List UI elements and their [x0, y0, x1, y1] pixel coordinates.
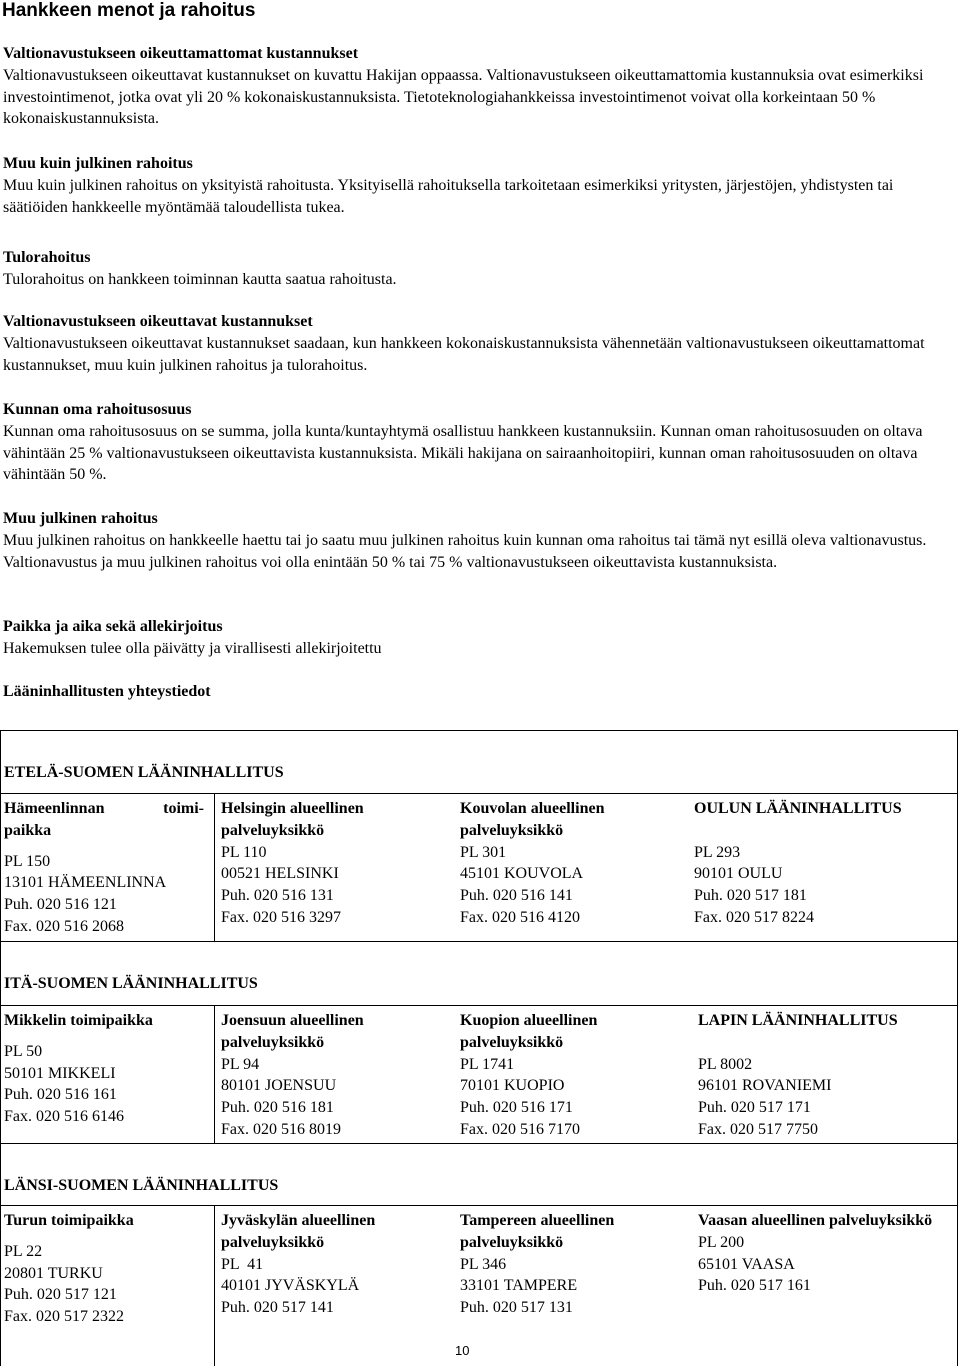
- office-po-box: PL 346: [460, 1255, 507, 1273]
- table-divider: [0, 1143, 957, 1144]
- office-phone: Puh. 020 517 121: [4, 1286, 117, 1304]
- office-fax: Fax. 020 517 2322: [4, 1308, 124, 1326]
- office-po-box: PL 1741: [460, 1055, 515, 1073]
- office-cell: [221, 1010, 446, 1141]
- office-city: 13101 HÄMEENLINNA: [4, 874, 167, 892]
- contacts-heading-block: [3, 681, 940, 703]
- table-divider: [214, 793, 215, 941]
- page-number: 10: [455, 1343, 470, 1358]
- office-name: Kouvolan alueellinen palveluyksikkö: [460, 800, 605, 839]
- office-name: Helsingin alueellinen palveluyksikkö: [221, 800, 364, 839]
- section-title: Valtionavustukseen oikeuttavat kustannukset: [3, 313, 313, 330]
- section-title: Kunnan oma rahoitusosuus: [3, 401, 192, 418]
- table-border: [0, 730, 1, 1366]
- office-phone: Puh. 020 516 171: [460, 1099, 573, 1117]
- table-divider: [214, 1005, 215, 1143]
- office-po-box: PL 150: [4, 852, 51, 870]
- table-divider: [0, 793, 957, 794]
- office-fax: Fax. 020 516 8019: [221, 1120, 341, 1138]
- office-city: 40101 JYVÄSKYLÄ: [221, 1277, 360, 1295]
- office-city: 65101 VAASA: [698, 1255, 795, 1273]
- office-phone: Puh. 020 517 171: [698, 1099, 811, 1117]
- office-cell: [4, 1210, 204, 1328]
- office-name: Mikkelin toimipaikka: [4, 1012, 153, 1029]
- office-phone: Puh. 020 517 141: [221, 1299, 334, 1317]
- table-divider: [0, 1205, 957, 1206]
- office-name: Hämeenlinnan toimi-: [4, 800, 204, 817]
- section-title: Muu kuin julkinen rahoitus: [3, 155, 193, 172]
- office-name: Turun toimipaikka: [4, 1212, 134, 1229]
- office-fax: Fax. 020 517 8224: [694, 908, 814, 926]
- office-city: 33101 TAMPERE: [460, 1277, 578, 1295]
- section-title: Paikka ja aika sekä allekirjoitus: [3, 618, 223, 635]
- section-title: Muu julkinen rahoitus: [3, 510, 158, 527]
- office-city: 80101 JOENSUU: [221, 1077, 337, 1095]
- office-cell: [221, 1210, 446, 1319]
- office-city: 45101 KOUVOLA: [460, 865, 584, 883]
- office-po-box: PL 94: [221, 1055, 260, 1073]
- region-heading-west: LÄNSI-SUOMEN LÄÄNINHALLITUS: [4, 1177, 279, 1194]
- office-po-box: PL 110: [221, 843, 267, 861]
- section-municipal-share: [3, 399, 940, 486]
- office-cell: [698, 1210, 954, 1297]
- office-phone: Puh. 020 517 131: [460, 1299, 573, 1317]
- office-po-box: PL 22: [4, 1242, 43, 1260]
- section-other-public-funding: [3, 508, 940, 573]
- table-divider: [0, 1005, 957, 1006]
- office-cell: [460, 1210, 685, 1319]
- section-income-funding: [3, 247, 940, 291]
- office-po-box: PL 41: [221, 1255, 264, 1273]
- office-name: Vaasan alueellinen palveluyksikkö: [698, 1212, 933, 1229]
- section-text: Muu julkinen rahoitus on hankkeelle haettu tai jo saatu muu julkinen rahoitus kuin kunnan oma rahoitus tai tämä nyt esillä oleva valtionavustus. Valtionavustus ja muu julkinen rahoitus voi olla enintään 50 % tai 75 % valtionavustukseen oikeuttavista kustannuksista.: [3, 531, 927, 571]
- office-fax: Fax. 020 516 4120: [460, 908, 580, 926]
- region-heading-east: ITÄ-SUOMEN LÄÄNINHALLITUS: [4, 975, 258, 992]
- office-city: 96101 ROVANIEMI: [698, 1077, 832, 1095]
- office-cell: [221, 798, 446, 929]
- office-phone: Puh. 020 516 161: [4, 1086, 117, 1104]
- section-title: Valtionavustukseen oikeuttamattomat kustannukset: [3, 45, 359, 62]
- office-name: Tampereen alueellinen palveluyksikkö: [460, 1212, 615, 1251]
- office-po-box: PL 8002: [698, 1055, 753, 1073]
- office-name: Joensuun alueellinen palveluyksikkö: [221, 1012, 364, 1051]
- office-city: 00521 HELSINKI: [221, 865, 339, 883]
- section-ineligible-costs: [3, 43, 940, 130]
- table-border: [957, 730, 958, 1366]
- table-border: [0, 730, 957, 731]
- office-city: 90101 OULU: [694, 865, 783, 883]
- page-title: Hankkeen menot ja rahoitus: [2, 0, 256, 21]
- office-cell: [694, 798, 954, 929]
- office-cell: [698, 1010, 954, 1141]
- office-cell: [4, 798, 204, 938]
- section-text: Valtionavustukseen oikeuttavat kustannukset saadaan, kun hankkeen kokonaiskustannuksista vähennetään valtionavustukseen oikeuttamattomat kustannukset, muu kuin julkinen rahoitus ja tulorahoitus.: [3, 334, 925, 374]
- contacts-heading: Lääninhallitusten yhteystiedot: [3, 683, 211, 700]
- section-eligible-costs: [3, 311, 940, 376]
- office-cell: [4, 1010, 204, 1128]
- office-po-box: PL 50: [4, 1042, 43, 1060]
- section-signature: [3, 616, 940, 660]
- section-text: Kunnan oma rahoitusosuus on se summa, jolla kunta/kuntayhtymä osallistuu hankkeen kustannuksiin. Kunnan oman rahoitusosuuden on oltava vähintään 25 % valtionavustukseen oikeuttavista kustannuksista. Mikäli hakijana on sairaanhoitopiiri, kunnan oman rahoitusosuuden on oltava vähintään 50 %.: [3, 422, 923, 484]
- section-private-funding: [3, 153, 940, 218]
- table-divider: [0, 941, 957, 942]
- section-text: Muu kuin julkinen rahoitus on yksityistä rahoitusta. Yksityisellä rahoituksella tarkoitetaan esimerkiksi yritysten, järjestöjen, yhdistysten tai säätiöiden hankkeelle myöntämää taloudellista tukea.: [3, 176, 894, 216]
- office-city: 20801 TURKU: [4, 1264, 103, 1282]
- section-text: Tulorahoitus on hankkeen toiminnan kautta saatua rahoitusta.: [3, 270, 397, 288]
- section-title: Tulorahoitus: [3, 249, 91, 266]
- office-po-box: PL 293: [694, 843, 741, 861]
- office-city: 50101 MIKKELI: [4, 1064, 116, 1082]
- office-fax: Fax. 020 516 6146: [4, 1108, 124, 1126]
- office-fax: Fax. 020 516 3297: [221, 908, 341, 926]
- office-name: Jyväskylän alueellinen palveluyksikkö: [221, 1212, 376, 1251]
- office-po-box: PL 200: [698, 1233, 745, 1251]
- office-name-cont: paikka: [4, 821, 52, 839]
- office-phone: Puh. 020 517 181: [694, 887, 807, 905]
- office-fax: Fax. 020 516 2068: [4, 917, 124, 935]
- office-name: OULUN LÄÄNINHALLITUS: [694, 800, 902, 817]
- office-fax: Fax. 020 516 7170: [460, 1120, 580, 1138]
- office-name: Kuopion alueellinen palveluyksikkö: [460, 1012, 598, 1051]
- office-phone: Puh. 020 516 181: [221, 1099, 334, 1117]
- office-city: 70101 KUOPIO: [460, 1077, 565, 1095]
- office-phone: Puh. 020 516 131: [221, 887, 334, 905]
- office-po-box: PL 301: [460, 843, 507, 861]
- office-fax: Fax. 020 517 7750: [698, 1120, 818, 1138]
- table-divider: [214, 1205, 215, 1366]
- office-phone: Puh. 020 516 141: [460, 887, 573, 905]
- region-heading-south: ETELÄ-SUOMEN LÄÄNINHALLITUS: [4, 764, 284, 781]
- office-phone: Puh. 020 516 121: [4, 896, 117, 914]
- office-cell: [460, 1010, 685, 1141]
- office-name: LAPIN LÄÄNINHALLITUS: [698, 1012, 898, 1029]
- section-text: Hakemuksen tulee olla päivätty ja virallisesti allekirjoitettu: [3, 639, 382, 657]
- section-text: Valtionavustukseen oikeuttavat kustannukset on kuvattu Hakijan oppaassa. Valtionavustukseen oikeuttamattomia kustannuksia ovat esimerkiksi investointimenot, jotka ovat yli 20 % kokonaiskustannuksista. Tietoteknologiahankkeissa investointimenot voivat olla korkeintaan 50 % kokonaiskustannuksista.: [3, 66, 924, 128]
- office-phone: Puh. 020 517 161: [698, 1277, 811, 1295]
- office-cell: [460, 798, 685, 929]
